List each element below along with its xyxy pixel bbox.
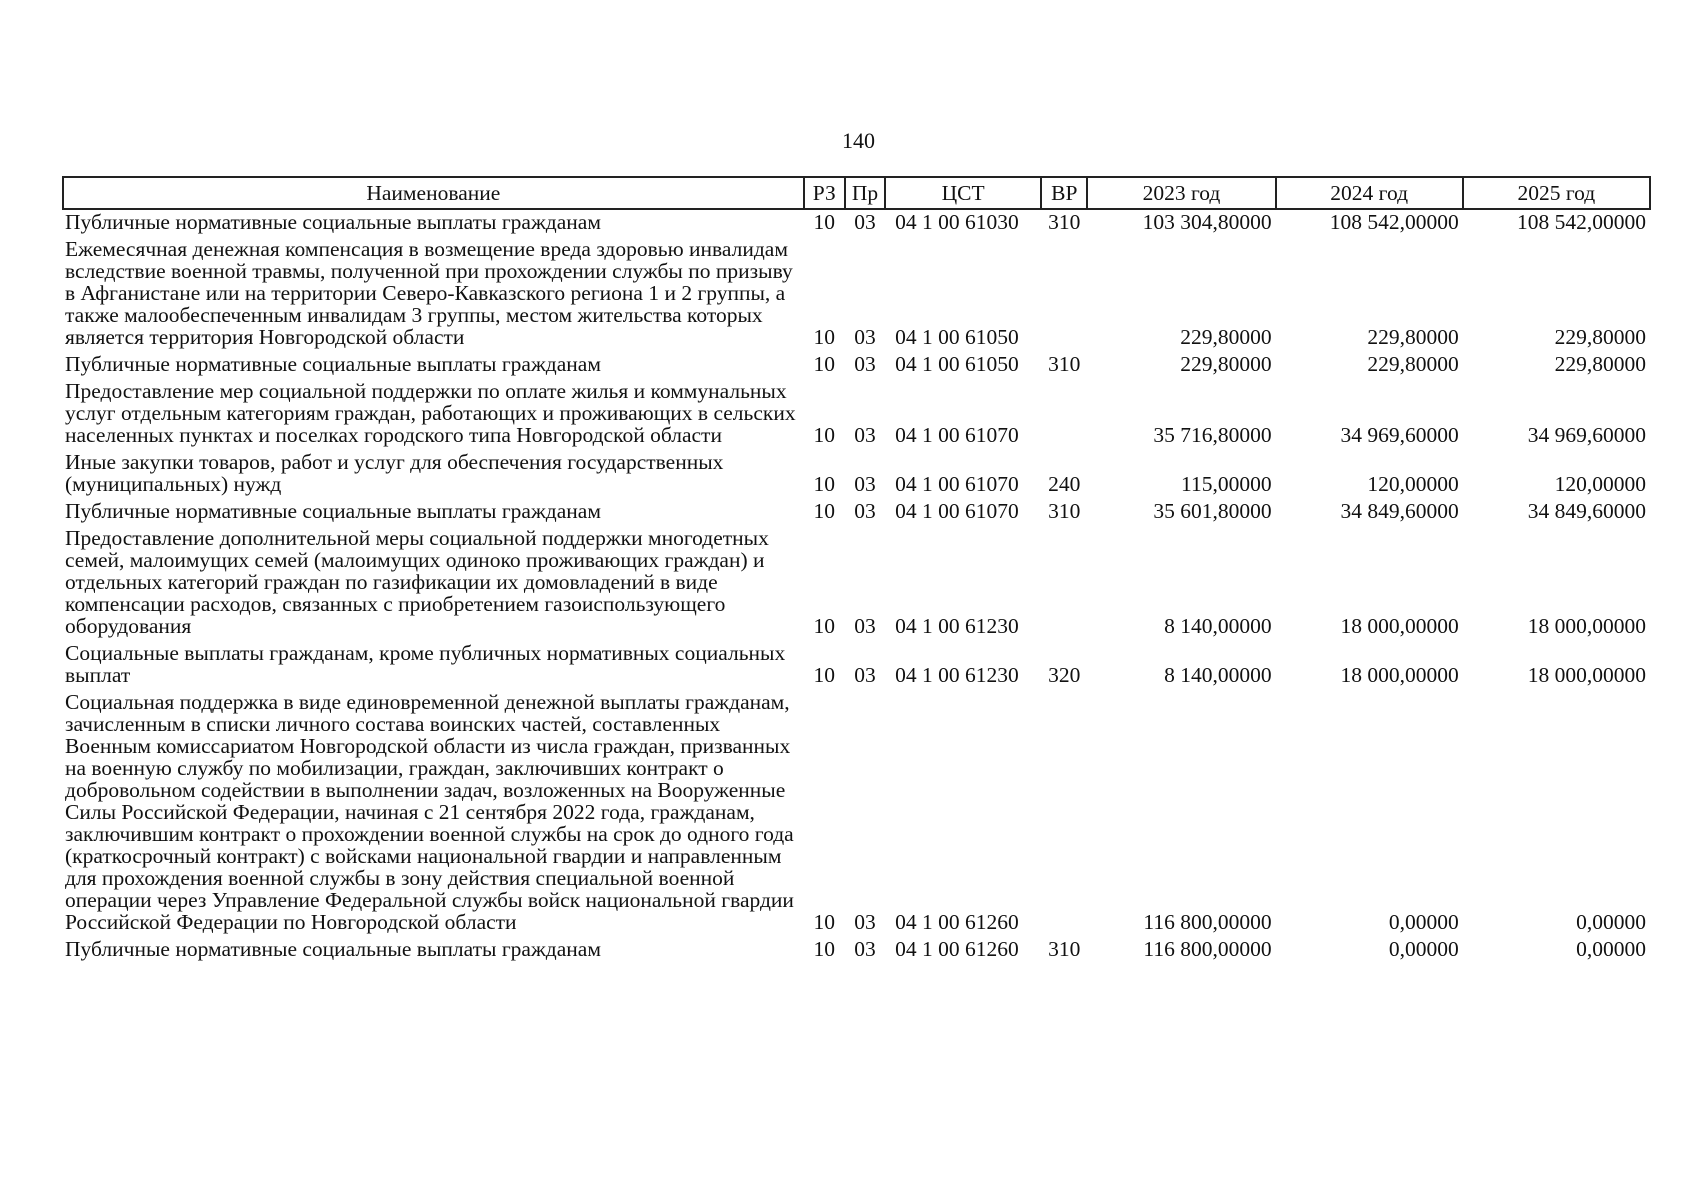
cell-y2023: 8 140,00000 <box>1164 663 1272 687</box>
cell-pr: 03 <box>854 499 876 523</box>
cell-y2023: 35 716,80000 <box>1153 423 1272 447</box>
cell-y2023: 116 800,00000 <box>1143 910 1272 934</box>
cell-pr: 03 <box>854 937 876 961</box>
cell-y2024: 0,00000 <box>1388 910 1459 934</box>
cell-name: Социальная поддержка в виде единовременной денежной выплаты гражданам, зачисленным в списки личного состава воинских частей, составленных Военным комиссариатом Новгородской области из числа граждан, призванных на военную службу по мобилизации, граждан, заключивших контракт о добровольном содействии в выполнении задач, возложенных на Вооруженные Силы Российской Федерации, начиная с 21 сентября 2022 года, гражданам, заключившим контракт о прохождении военной службы на срок до одного года (краткосрочный контракт) с войсками национальной гвардии и направленным для прохождения военной службы в зону действия специальной военной операции через Управление Федеральной службы войск национальной гвардии Российской Федерации по Новгородской области <box>65 690 794 934</box>
cell-cst: 04 1 00 61030 <box>895 210 1019 234</box>
cell-y2023: 229,80000 <box>1180 325 1272 349</box>
cell-rz: 10 <box>813 210 836 234</box>
cell-cst: 04 1 00 61230 <box>895 663 1019 687</box>
cell-y2024: 34 969,60000 <box>1340 423 1459 447</box>
header-vr: ВР <box>1041 177 1087 209</box>
cell-pr: 03 <box>854 472 876 496</box>
header-name: Наименование <box>63 177 804 209</box>
cell-rz: 10 <box>813 499 836 523</box>
cell-y2023: 35 601,80000 <box>1153 499 1272 523</box>
cell-cst: 04 1 00 61050 <box>895 325 1019 349</box>
header-row <box>63 177 1650 209</box>
cell-y2024: 108 542,00000 <box>1329 210 1459 234</box>
cell-pr: 03 <box>854 325 876 349</box>
cell-pr: 03 <box>854 663 876 687</box>
cell-y2023: 229,80000 <box>1180 352 1272 376</box>
cell-vr <box>1041 379 1087 450</box>
cell-vr: 310 <box>1048 210 1081 234</box>
cell-rz: 10 <box>813 937 836 961</box>
cell-rz: 10 <box>813 472 836 496</box>
cell-y2024: 18 000,00000 <box>1340 663 1459 687</box>
cell-cst: 04 1 00 61070 <box>895 423 1019 447</box>
cell-y2024: 229,80000 <box>1367 352 1459 376</box>
cell-y2025: 0,00000 <box>1576 937 1646 961</box>
cell-name: Предоставление мер социальной поддержки по оплате жилья и коммунальных услуг отдельным категориям граждан, работающих и проживающих в сельских населенных пунктах и поселках городского типа Новгородской области <box>65 379 796 447</box>
cell-vr <box>1041 690 1087 937</box>
cell-y2024: 34 849,60000 <box>1340 499 1459 523</box>
budget-table <box>62 176 1651 964</box>
cell-name: Публичные нормативные социальные выплаты гражданам <box>65 937 601 961</box>
table-row <box>63 209 1650 237</box>
cell-pr: 03 <box>854 210 876 234</box>
table-row <box>63 450 1650 499</box>
cell-name: Социальные выплаты гражданам, кроме публичных нормативных социальных выплат <box>65 641 786 687</box>
header-2025: 2025 год <box>1463 177 1650 209</box>
cell-vr: 240 <box>1048 472 1081 496</box>
cell-name: Публичные нормативные социальные выплаты гражданам <box>65 352 601 376</box>
cell-y2023: 8 140,00000 <box>1164 614 1272 638</box>
cell-cst: 04 1 00 61260 <box>895 910 1019 934</box>
cell-cst: 04 1 00 61260 <box>895 937 1019 961</box>
cell-y2024: 120,00000 <box>1367 472 1459 496</box>
cell-name: Иные закупки товаров, работ и услуг для обеспечения государственных (муниципальных) нужд <box>65 450 724 496</box>
table-row <box>63 526 1650 641</box>
cell-vr <box>1041 237 1087 352</box>
cell-name: Ежемесячная денежная компенсация в возмещение вреда здоровью инвалидам вследствие военной травмы, полученной при прохождении службы по призыву в Афганистане или на территории Северо-Кавказского региона 1 и 2 группы, а также малообеспеченным инвалидам 3 группы, местом жительства которых является территория Новгородской области <box>65 237 793 349</box>
cell-y2025: 18 000,00000 <box>1527 614 1646 638</box>
cell-name: Публичные нормативные социальные выплаты гражданам <box>65 499 601 523</box>
table-row <box>63 499 1650 526</box>
header-2024: 2024 год <box>1276 177 1463 209</box>
cell-rz: 10 <box>813 423 836 447</box>
cell-cst: 04 1 00 61070 <box>895 499 1019 523</box>
cell-rz: 10 <box>813 614 836 638</box>
cell-pr: 03 <box>854 910 876 934</box>
cell-name: Предоставление дополнительной меры социальной поддержки многодетных семей, малоимущих семей (малоимущих одиноко проживающих граждан) и отдельных категорий граждан по газификации их домовладений в виде компенсации расходов, связанных с приобретением газоиспользующего оборудования <box>65 526 769 638</box>
cell-name: Публичные нормативные социальные выплаты гражданам <box>65 210 601 234</box>
table-row <box>63 641 1650 690</box>
cell-rz: 10 <box>813 352 836 376</box>
cell-y2023: 103 304,80000 <box>1142 210 1272 234</box>
cell-cst: 04 1 00 61230 <box>895 614 1019 638</box>
cell-y2025: 108 542,00000 <box>1517 210 1646 234</box>
table-row <box>63 379 1650 450</box>
cell-y2023: 115,00000 <box>1181 472 1272 496</box>
cell-vr: 310 <box>1048 499 1081 523</box>
cell-pr: 03 <box>854 423 876 447</box>
table-header <box>63 177 1650 209</box>
cell-rz: 10 <box>813 663 836 687</box>
cell-cst: 04 1 00 61050 <box>895 352 1019 376</box>
cell-y2023: 116 800,00000 <box>1143 937 1272 961</box>
cell-cst: 04 1 00 61070 <box>895 472 1019 496</box>
table-row <box>63 352 1650 379</box>
cell-y2024: 18 000,00000 <box>1340 614 1459 638</box>
cell-y2025: 0,00000 <box>1576 910 1646 934</box>
cell-pr: 03 <box>854 352 876 376</box>
table-body <box>63 209 1650 964</box>
cell-vr: 310 <box>1048 937 1081 961</box>
header-pr: Пр <box>845 177 885 209</box>
header-rz: РЗ <box>804 177 845 209</box>
table-row <box>63 237 1650 352</box>
cell-y2025: 229,80000 <box>1554 325 1646 349</box>
cell-y2024: 0,00000 <box>1388 937 1459 961</box>
cell-vr: 320 <box>1048 663 1081 687</box>
cell-y2025: 229,80000 <box>1554 352 1646 376</box>
cell-y2025: 18 000,00000 <box>1527 663 1646 687</box>
cell-rz: 10 <box>813 325 836 349</box>
cell-vr <box>1041 526 1087 641</box>
table-row <box>63 937 1650 964</box>
cell-y2024: 229,80000 <box>1367 325 1459 349</box>
cell-vr: 310 <box>1048 352 1081 376</box>
cell-y2025: 34 969,60000 <box>1527 423 1646 447</box>
page-number: 140 <box>842 128 875 153</box>
cell-y2025: 120,00000 <box>1554 472 1646 496</box>
header-2023: 2023 год <box>1087 177 1275 209</box>
cell-y2025: 34 849,60000 <box>1527 499 1646 523</box>
header-cst: ЦСТ <box>885 177 1041 209</box>
table-row <box>63 690 1650 937</box>
cell-pr: 03 <box>854 614 876 638</box>
cell-rz: 10 <box>813 910 836 934</box>
